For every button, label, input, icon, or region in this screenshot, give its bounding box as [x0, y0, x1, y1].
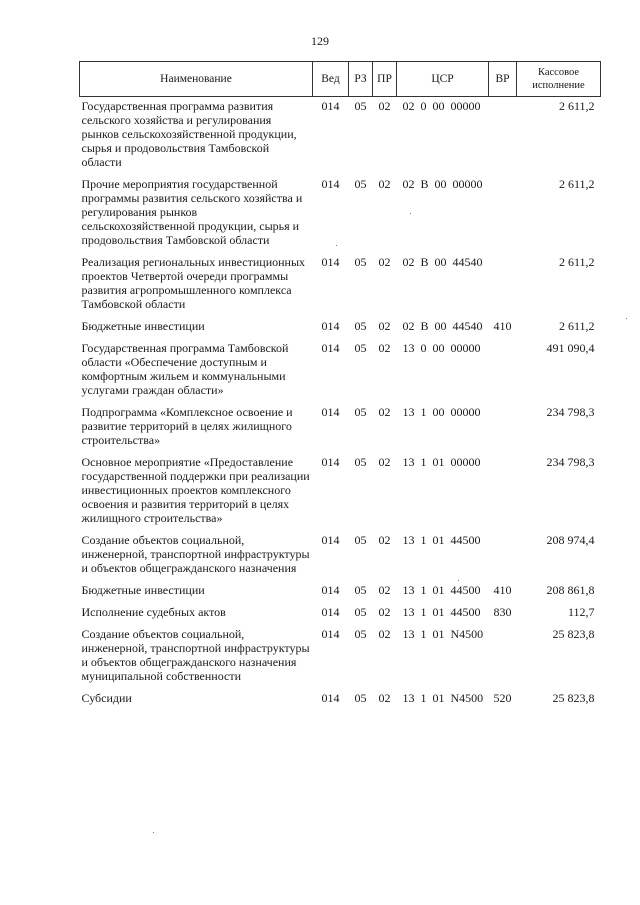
row-name: Бюджетные инвестиции	[81, 319, 205, 333]
row-sum: 234 798,3	[546, 405, 595, 419]
scan-speck	[153, 832, 154, 833]
row-ved: 014	[321, 405, 340, 419]
row-pr: 02	[378, 455, 391, 469]
row-csr: 13 0 00 00000	[402, 341, 481, 355]
row-name: Создание объектов социальной, инженерной, транспортной инфраструктуры и объектов общегражданского назначения	[81, 533, 310, 575]
row-rz: 05	[354, 605, 367, 619]
row-ved: 014	[321, 341, 340, 355]
header-pr: ПР	[373, 62, 397, 97]
row-name: Подпрограмма «Комплексное освоение и развитие территорий в целях жилищного строительства»	[81, 405, 293, 447]
scan-speck	[458, 580, 459, 581]
row-name: Субсидии	[81, 691, 132, 705]
row-name: Государственная программа развития сельского хозяйства и регулирования рынков сельскохозяйственной продукции, сырья и продовольствия Тамбовской области	[81, 99, 297, 169]
row-csr: 13 1 01 44500	[402, 605, 481, 619]
row-vr	[489, 531, 517, 581]
row-ved: 014	[321, 533, 340, 547]
row-vr	[489, 403, 517, 453]
scan-speck	[410, 213, 411, 214]
page-number: 129	[311, 34, 329, 48]
scan-speck	[626, 318, 627, 319]
table-row	[80, 403, 601, 453]
budget-execution-table	[79, 61, 601, 711]
table-row	[80, 689, 601, 711]
row-vr: 830	[493, 605, 512, 619]
table-header-row	[80, 62, 601, 97]
row-sum: 25 823,8	[552, 627, 595, 641]
row-ved: 014	[321, 177, 340, 191]
header-csr: ЦСР	[397, 62, 489, 97]
table-row	[80, 453, 601, 531]
row-csr: 13 1 01 N4500	[402, 691, 484, 705]
row-sum: 2 611,2	[558, 319, 595, 333]
table-row	[80, 175, 601, 253]
row-rz: 05	[354, 255, 367, 269]
row-rz: 05	[354, 533, 367, 547]
header-rz: РЗ	[349, 62, 373, 97]
row-vr	[489, 175, 517, 253]
table-row	[80, 97, 601, 176]
row-pr: 02	[378, 99, 391, 113]
row-rz: 05	[354, 455, 367, 469]
row-ved: 014	[321, 691, 340, 705]
header-sum	[517, 62, 601, 97]
row-name: Создание объектов социальной, инженерной, транспортной инфраструктуры и объектов общегражданского назначения муниципальной собственности	[81, 627, 310, 683]
row-sum: 2 611,2	[558, 255, 595, 269]
header-sum-label: Кассовое исполнение	[532, 67, 585, 91]
scan-speck	[336, 245, 337, 246]
row-ved: 014	[321, 605, 340, 619]
row-rz: 05	[354, 319, 367, 333]
row-rz: 05	[354, 177, 367, 191]
table-row	[80, 581, 601, 603]
header-vr: ВР	[489, 62, 517, 97]
row-ved: 014	[321, 255, 340, 269]
row-sum: 491 090,4	[546, 341, 595, 355]
row-ved: 014	[321, 455, 340, 469]
header-ved: Вед	[313, 62, 349, 97]
row-sum: 234 798,3	[546, 455, 595, 469]
row-vr	[489, 253, 517, 317]
header-name: Наименование	[80, 62, 313, 97]
row-vr: 410	[493, 319, 512, 333]
row-pr: 02	[378, 319, 391, 333]
row-vr: 520	[493, 691, 512, 705]
row-pr: 02	[378, 405, 391, 419]
row-pr: 02	[378, 627, 391, 641]
row-csr: 13 1 00 00000	[402, 405, 481, 419]
row-sum: 208 974,4	[546, 533, 595, 547]
row-vr	[489, 339, 517, 403]
row-pr: 02	[378, 533, 391, 547]
row-csr: 02 В 00 44540	[402, 319, 483, 333]
row-csr: 13 1 01 44500	[402, 533, 481, 547]
row-csr: 13 1 01 44500	[402, 583, 481, 597]
row-sum: 25 823,8	[552, 691, 595, 705]
row-rz: 05	[354, 99, 367, 113]
row-csr: 02 В 00 00000	[402, 177, 483, 191]
row-name: Бюджетные инвестиции	[81, 583, 205, 597]
row-name: Исполнение судебных актов	[81, 605, 226, 619]
row-pr: 02	[378, 583, 391, 597]
row-sum: 112,7	[567, 605, 595, 619]
row-vr	[489, 97, 517, 176]
row-vr	[489, 453, 517, 531]
row-rz: 05	[354, 691, 367, 705]
table-row	[80, 317, 601, 339]
table-row	[80, 625, 601, 689]
table-row	[80, 531, 601, 581]
row-pr: 02	[378, 691, 391, 705]
table-row	[80, 603, 601, 625]
row-vr: 410	[493, 583, 512, 597]
row-ved: 014	[321, 319, 340, 333]
row-vr	[489, 625, 517, 689]
row-pr: 02	[378, 177, 391, 191]
row-ved: 014	[321, 627, 340, 641]
row-csr: 13 1 01 00000	[402, 455, 481, 469]
row-csr: 13 1 01 N4500	[402, 627, 484, 641]
row-sum: 2 611,2	[558, 99, 595, 113]
row-csr: 02 В 00 44540	[402, 255, 483, 269]
row-csr: 02 0 00 00000	[402, 99, 481, 113]
row-sum: 208 861,8	[546, 583, 595, 597]
row-name: Государственная программа Тамбовской области «Обеспечение доступным и комфортным жильем и коммунальными услугами граждан области»	[81, 341, 289, 397]
row-name: Прочие мероприятия государственной программы развития сельского хозяйства и регулирования рынков сельскохозяйственной продукции, сырья и продовольствия Тамбовской области	[81, 177, 303, 247]
row-rz: 05	[354, 627, 367, 641]
row-name: Реализация региональных инвестиционных проектов Четвертой очереди программы развития агропромышленного комплекса Тамбовской области	[81, 255, 306, 311]
row-pr: 02	[378, 341, 391, 355]
row-rz: 05	[354, 341, 367, 355]
row-rz: 05	[354, 405, 367, 419]
row-ved: 014	[321, 583, 340, 597]
table-row	[80, 339, 601, 403]
row-name: Основное мероприятие «Предоставление государственной поддержки при реализации инвестиционных проектов комплексного освоения и развития территорий в целях жилищного строительства»	[81, 455, 310, 525]
row-sum: 2 611,2	[558, 177, 595, 191]
row-ved: 014	[321, 99, 340, 113]
table-row	[80, 253, 601, 317]
row-rz: 05	[354, 583, 367, 597]
row-pr: 02	[378, 605, 391, 619]
row-pr: 02	[378, 255, 391, 269]
